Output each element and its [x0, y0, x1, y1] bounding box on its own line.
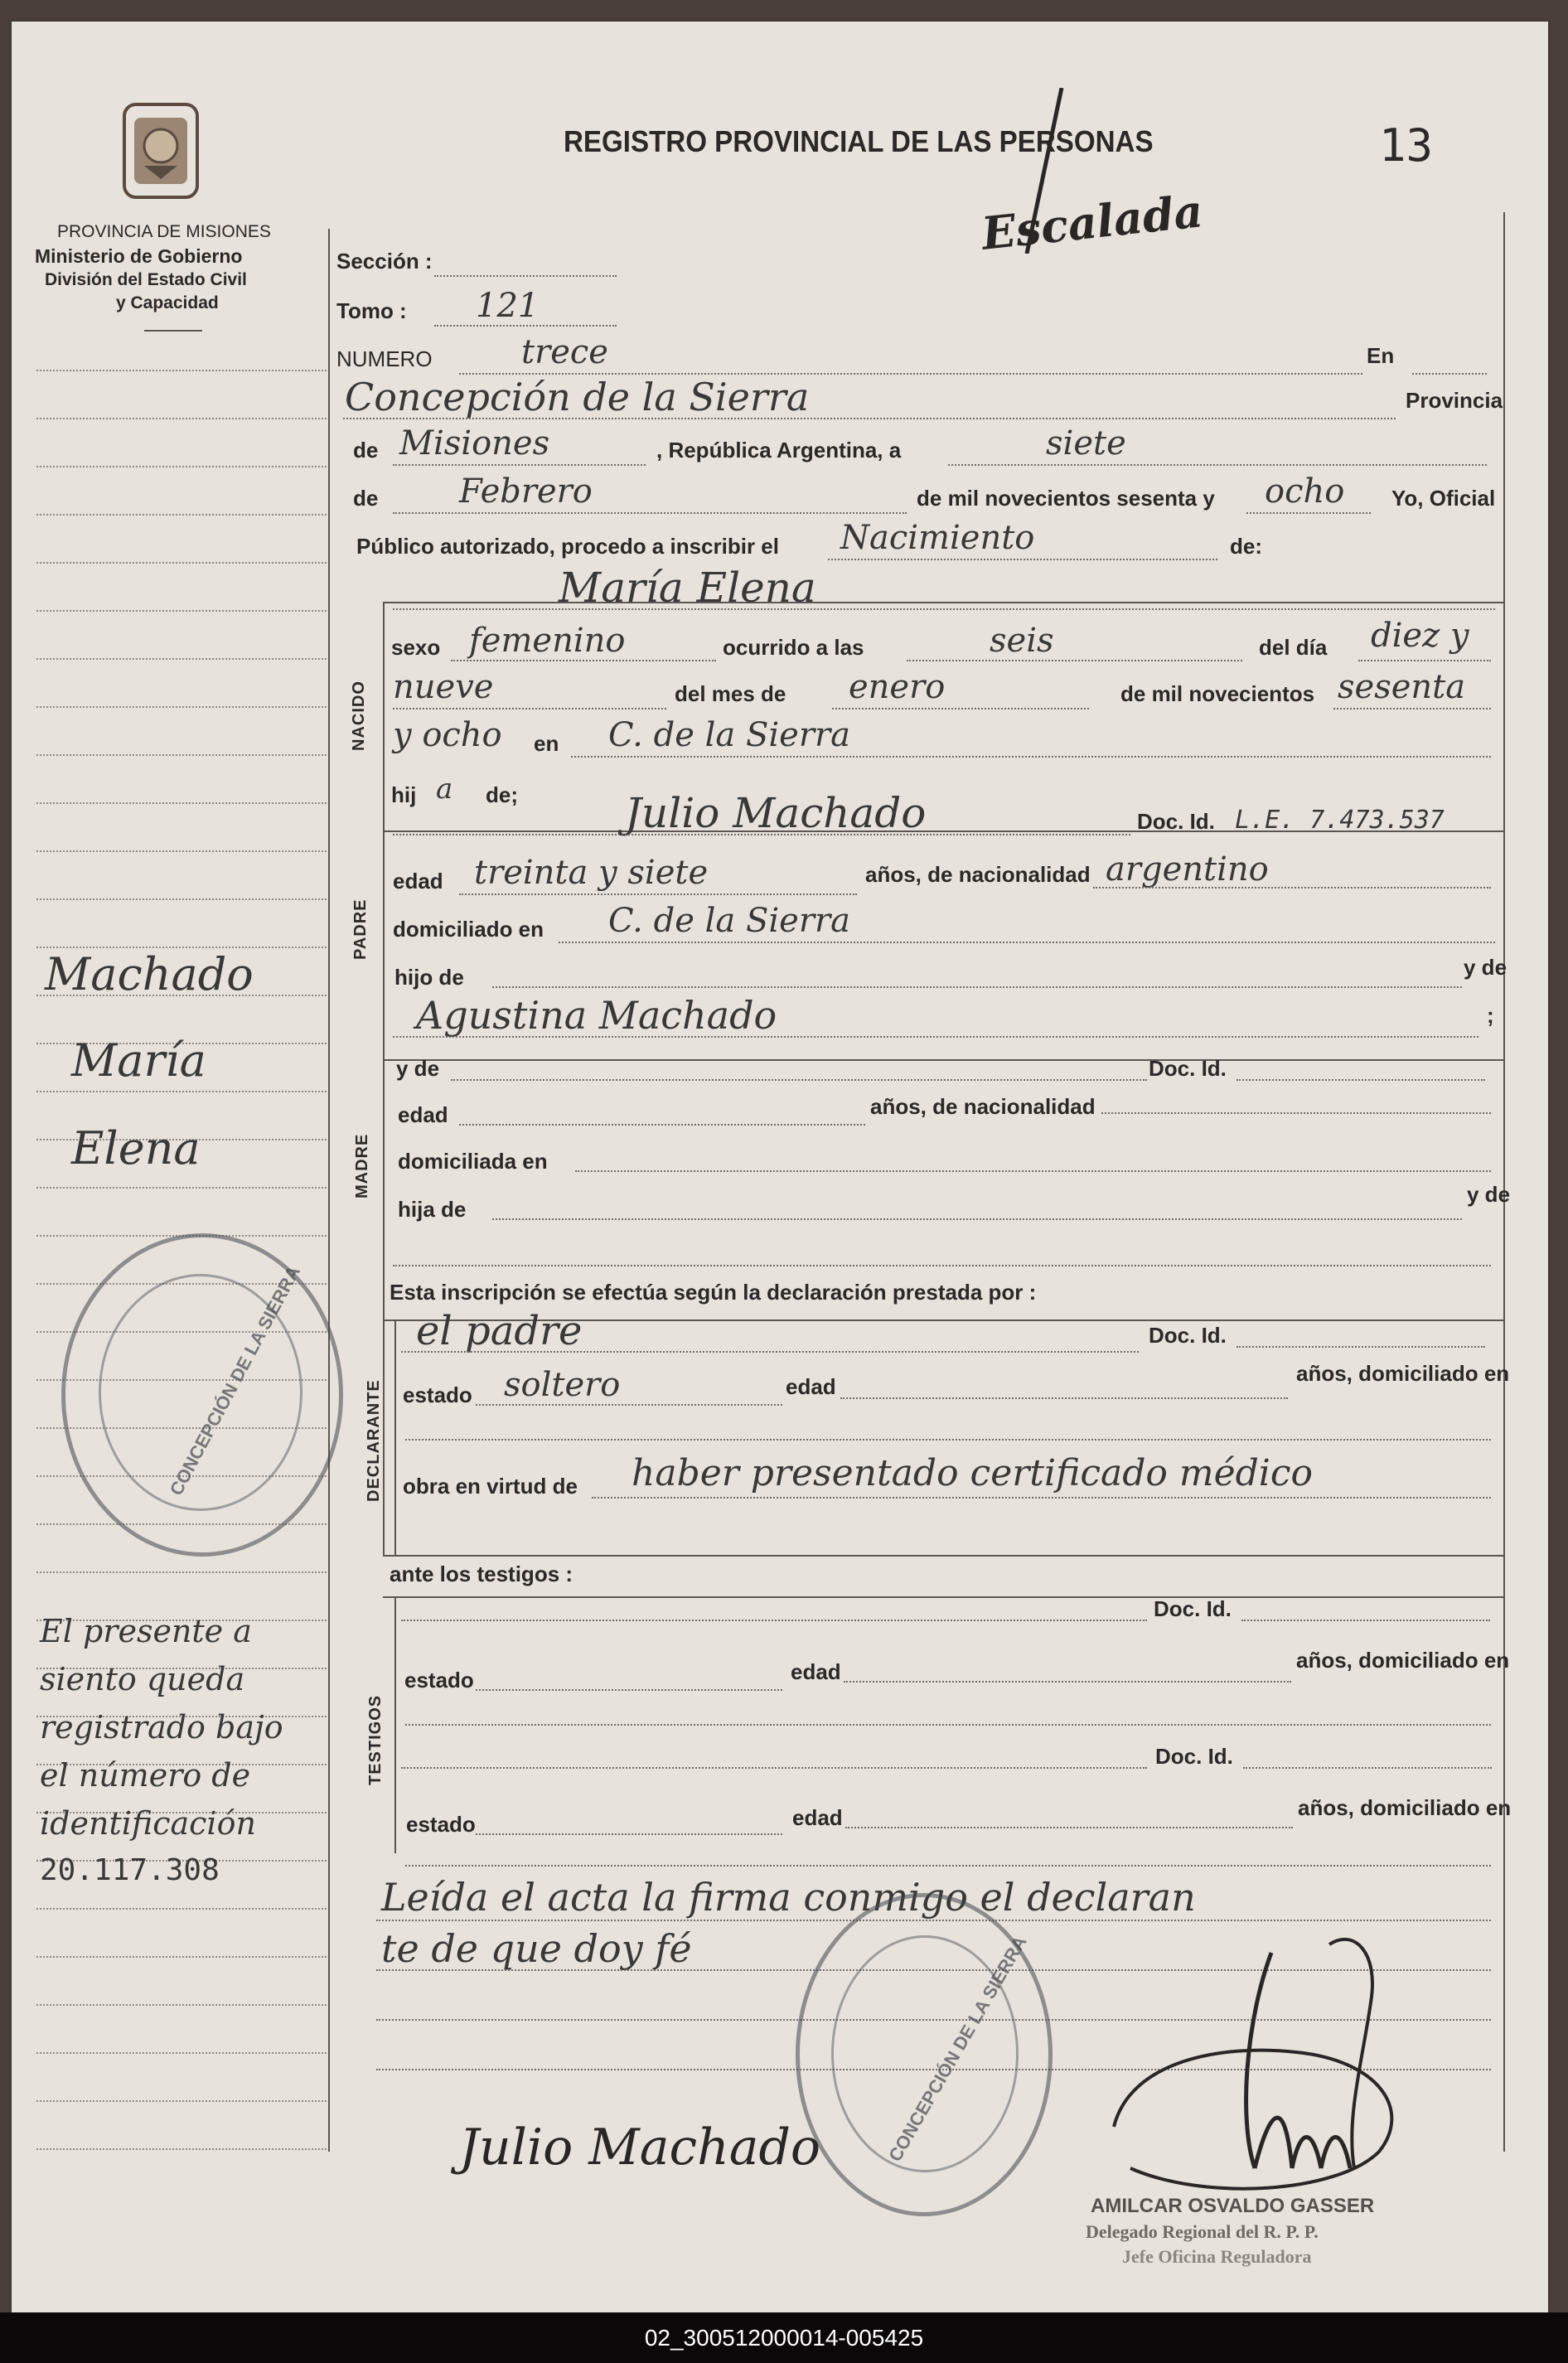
- madre-nacionalidad-line: [1101, 1112, 1491, 1114]
- declarant-signature: Julio Machado: [459, 2118, 821, 2177]
- act-value: Nacimiento: [840, 519, 1035, 557]
- anio-label: de mil novecientos: [1120, 681, 1315, 706]
- yo-label: Yo, Oficial: [1391, 486, 1496, 511]
- provincial-seal: [118, 96, 204, 204]
- testigo1-anios-label: años, domiciliado en: [1296, 1648, 1510, 1673]
- padre-name-value: Julio Machado: [625, 789, 927, 837]
- testigo2-doc-line: [1243, 1767, 1492, 1769]
- provincia-label: Provincia: [1406, 388, 1503, 413]
- officer-name: AMILCAR OSVALDO GASSER: [1091, 2195, 1375, 2217]
- padre-domicilio-value: C. de la Sierra: [608, 902, 850, 940]
- testigo2-edad-label: edad: [792, 1805, 843, 1830]
- testigo1-domicilio-line: [405, 1724, 1491, 1726]
- en-line: [1412, 373, 1487, 375]
- year-value: ocho: [1265, 472, 1345, 511]
- margin-note: [40, 1613, 283, 1901]
- testigo2-name-line: [401, 1767, 1147, 1769]
- year-label: de mil novecientos sesenta y: [917, 486, 1215, 511]
- declarante-doc-line: [1236, 1346, 1485, 1348]
- padre-madre-line: [393, 1036, 1478, 1038]
- hora-value: seis: [990, 622, 1054, 660]
- bottom-stamp: [796, 1893, 1053, 2216]
- madre-domicilio-label: domiciliada en: [398, 1149, 548, 1174]
- madre-doc-label: Doc. Id.: [1149, 1056, 1227, 1081]
- tomo-line: [434, 325, 617, 327]
- provincia-line: [393, 464, 646, 466]
- mes-line: [832, 708, 1089, 709]
- padre-nacionalidad-line: [1093, 887, 1491, 889]
- testigo1-name-line: [401, 1620, 1147, 1621]
- name-value: María Elena: [559, 564, 816, 612]
- declarante-estado-value: soltero: [504, 1366, 621, 1404]
- testigo2-estado-label: estado: [406, 1812, 476, 1837]
- testigo1-doc-label: Doc. Id.: [1154, 1596, 1232, 1621]
- hij-de-label: de;: [486, 782, 518, 807]
- frame-left: [328, 229, 330, 2152]
- padre-hijo-line: [492, 986, 1462, 988]
- margin-given1: María: [71, 1034, 206, 1087]
- testigos-label: TESTIGOS: [366, 1694, 385, 1785]
- tomo-label: Tomo :: [336, 298, 407, 323]
- madre-nacionalidad-label: años, de nacionalidad: [870, 1094, 1096, 1119]
- de-label: de: [353, 438, 379, 462]
- madre-top: [383, 1059, 1503, 1061]
- margin-note-line: 20.117.308: [40, 1853, 220, 1887]
- margin-stamp: [61, 1233, 343, 1557]
- testigo1-doc-line: [1241, 1620, 1490, 1621]
- publico-label: Público autorizado, procedo a inscribir el: [356, 534, 779, 559]
- madre-hija-line: [492, 1218, 1462, 1220]
- madre-label: MADRE: [353, 1133, 371, 1198]
- padre-name-line: [393, 834, 1130, 835]
- margin-note-line: siento queda: [40, 1661, 245, 1697]
- mes-value: enero: [849, 668, 946, 706]
- sexo-label: sexo: [391, 635, 441, 660]
- padre-domicilio-line: [559, 942, 1495, 943]
- bottom-stamp-text: CONCEPCIÓN DE LA SIERRA: [884, 1932, 1031, 2166]
- day-value: siete: [1046, 424, 1126, 462]
- seccion-line: [434, 275, 617, 277]
- place-line: [343, 418, 1396, 419]
- margin-given2: Elena: [71, 1122, 201, 1174]
- padre-yde-label: y de: [1464, 955, 1508, 980]
- declarante-domicilio-line: [405, 1439, 1491, 1441]
- dia2-line: [393, 708, 666, 709]
- padre-madre-value: Agustina Machado: [416, 993, 777, 1038]
- testigos-intro: ante los testigos :: [390, 1562, 573, 1586]
- signature-slash: [1019, 88, 1068, 254]
- testigos-top: [383, 1596, 1503, 1598]
- testigo2-edad-line: [845, 1827, 1293, 1828]
- testigo2-domicilio-line: [405, 1865, 1491, 1867]
- document-id-footer: 02_300512000014-005425: [0, 2312, 1568, 2363]
- officer-signature: [1081, 1920, 1445, 2201]
- ministry-line2: Ministerio de Gobierno: [35, 245, 243, 267]
- declarante-edad-label: edad: [786, 1374, 836, 1399]
- ministry-line1: PROVINCIA DE MISIONES: [57, 222, 271, 241]
- sexo-value: femenino: [469, 622, 626, 660]
- padre-semicolon: ;: [1487, 1003, 1494, 1028]
- place-value: Concepción de la Sierra: [345, 375, 810, 419]
- padre-edad-line: [459, 893, 857, 895]
- madre-yde-line: [451, 1079, 1147, 1081]
- anio-line: [1333, 708, 1491, 709]
- margin-note-line: El presente a: [40, 1613, 252, 1649]
- dia-value-2: nueve: [393, 668, 494, 706]
- declarante-estado-label: estado: [403, 1382, 472, 1407]
- closing-line1: Leída el acta la firma conmigo el declaran: [381, 1875, 1196, 1920]
- declarante-obra-value: haber presentado certificado médico: [632, 1452, 1314, 1494]
- month-line: [393, 512, 907, 514]
- ministry-line4: y Capacidad: [116, 293, 219, 312]
- hij-value: a: [436, 772, 453, 806]
- madre-yde2-label: y de: [1467, 1182, 1511, 1207]
- en-label-nacido: en: [534, 731, 559, 756]
- act-line: [828, 559, 1217, 560]
- document-page: [12, 22, 1548, 2312]
- madre-domicilio-line: [575, 1170, 1491, 1172]
- page-title: REGISTRO PROVINCIAL DE LAS PERSONAS: [564, 124, 1154, 158]
- declarante-divider: [394, 1320, 396, 1555]
- anio-value: sesenta: [1338, 668, 1466, 706]
- testigo2-doc-label: Doc. Id.: [1155, 1744, 1233, 1769]
- dia-line: [1358, 660, 1491, 661]
- testigo1-estado-line: [476, 1689, 782, 1691]
- declarante-intro: Esta inscripción se efectúa según la declaración prestada por :: [390, 1280, 1037, 1305]
- madre-hija-label: hija de: [398, 1197, 467, 1222]
- dia-label: del día: [1259, 635, 1328, 660]
- declarante-edad-line: [840, 1397, 1288, 1399]
- officer-title2: Jefe Oficina Reguladora: [1122, 2246, 1312, 2267]
- en-label: En: [1367, 343, 1395, 368]
- declarante-obra-label: obra en virtud de: [403, 1474, 578, 1499]
- lugar-line: [571, 756, 1491, 758]
- declarante-name-line: [401, 1351, 1139, 1353]
- declarante-anios-label: años, domiciliado en: [1296, 1361, 1510, 1386]
- de-colon-label: de:: [1230, 534, 1262, 559]
- lugar-value: C. de la Sierra: [608, 716, 850, 754]
- declarante-estado-line: [476, 1404, 782, 1406]
- margin-surname: Machado: [45, 948, 254, 1000]
- hora-line: [907, 660, 1242, 661]
- madre-edad-line: [459, 1124, 865, 1126]
- day-line: [948, 464, 1487, 466]
- year-line: [1246, 512, 1371, 514]
- republica-label: , República Argentina, a: [656, 438, 902, 462]
- margin-note-line: identificación: [40, 1805, 256, 1842]
- declarante-doc-label: Doc. Id.: [1149, 1323, 1227, 1348]
- padre-hijo-label: hijo de: [394, 965, 464, 990]
- madre-edad-label: edad: [398, 1102, 448, 1127]
- padre-edad-value: treinta y siete: [474, 854, 709, 892]
- testigos-top-line: [383, 1555, 1503, 1557]
- padre-doc-label: Doc. Id.: [1137, 809, 1215, 834]
- padre-nacionalidad-value: argentino: [1106, 850, 1269, 889]
- sexo-line: [451, 660, 716, 661]
- nacido-label: NACIDO: [350, 680, 368, 751]
- tomo-value: 121: [476, 287, 540, 325]
- ministry-line3: División del Estado Civil: [45, 270, 247, 289]
- declarante-obra-line: [592, 1497, 1491, 1499]
- madre-yde-label: y de: [396, 1056, 440, 1081]
- testigo2-estado-line: [476, 1833, 782, 1835]
- ocurrido-label: ocurrido a las: [723, 635, 864, 660]
- anio-value-2: y ocho: [393, 716, 502, 754]
- month-value: Febrero: [459, 472, 593, 511]
- de-label-2: de: [353, 486, 379, 511]
- ministry-underline: [144, 330, 202, 332]
- provincia-value: Misiones: [399, 424, 550, 462]
- margin-note-line: registrado bajo: [40, 1709, 283, 1746]
- margin-stamp-text: CONCEPCIÓN DE LA SIERRA: [165, 1262, 305, 1499]
- mes-label: del mes de: [675, 681, 786, 706]
- margin-note-line: el número de: [40, 1757, 251, 1794]
- padre-edad-label: edad: [393, 869, 443, 893]
- nacido-top: [383, 602, 1503, 603]
- padre-domicilio-label: domiciliado en: [393, 917, 544, 942]
- declarante-name-value: el padre: [416, 1308, 583, 1354]
- padre-label: PADRE: [351, 898, 370, 960]
- madre-extra-line: [393, 1265, 1491, 1266]
- testigo1-edad-line: [844, 1681, 1291, 1683]
- seccion-label: Sección :: [336, 249, 433, 274]
- dia-value: diez y: [1371, 617, 1469, 655]
- testigo1-estado-label: estado: [404, 1668, 474, 1692]
- declarante-label: DECLARANTE: [365, 1379, 383, 1502]
- padre-nacionalidad-label: años, de nacionalidad: [865, 862, 1091, 887]
- closing-line2: te de que doy fé: [381, 1926, 692, 1971]
- padre-doc-value: L.E. 7.473.537: [1235, 806, 1445, 835]
- name-line: [393, 608, 1495, 610]
- page-number: 13: [1379, 119, 1434, 172]
- madre-doc-line: [1236, 1079, 1485, 1081]
- officer-title1: Delegado Regional del R. P. P.: [1086, 2221, 1319, 2242]
- correction-signature: Escalada: [979, 184, 1206, 260]
- numero-value: trece: [521, 333, 608, 371]
- hij-label: hij: [391, 782, 417, 807]
- numero-label: NUMERO: [336, 346, 433, 371]
- testigos-divider: [394, 1596, 396, 1853]
- testigo2-anios-label: años, domiciliado en: [1298, 1795, 1512, 1820]
- testigo1-edad-label: edad: [791, 1659, 841, 1684]
